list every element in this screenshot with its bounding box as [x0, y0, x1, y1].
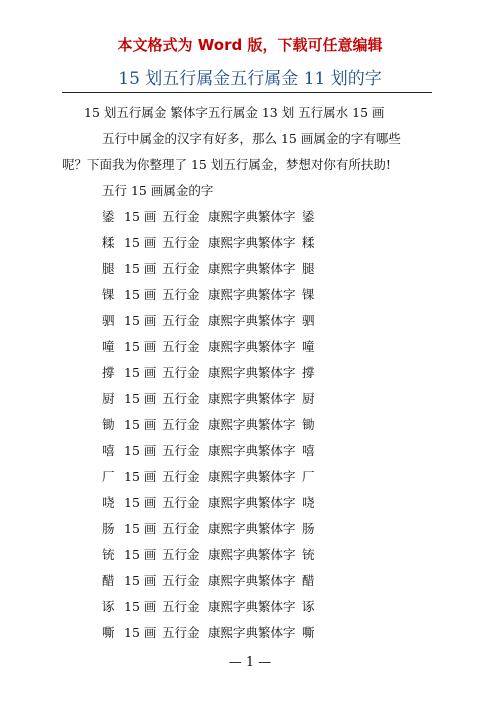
list-heading: 五行 15 画属金的字 [102, 183, 214, 198]
element-cell: 五行金 [162, 599, 200, 614]
list-item [62, 594, 434, 620]
stroke-count-cell: 15 画 [124, 547, 157, 562]
stroke-count-cell: 15 画 [124, 417, 157, 432]
stroke-count-cell: 15 画 [124, 365, 157, 380]
traditional-char-cell: 嘻 [302, 443, 315, 458]
page-number: — 1 — [228, 655, 272, 670]
char-cell: 锞 [102, 287, 115, 302]
dictionary-cell: 康熙字典繁体字 [208, 235, 296, 250]
traditional-char-cell: 驷 [302, 313, 315, 328]
char-cell: 嘶 [102, 625, 115, 640]
traditional-char-cell: 厂 [302, 469, 315, 484]
list-item [62, 204, 434, 230]
list-item [62, 230, 434, 256]
traditional-char-cell: 厨 [302, 391, 315, 406]
traditional-char-cell: 铳 [302, 547, 315, 562]
dictionary-cell: 康熙字典繁体字 [208, 495, 296, 510]
char-cell: 厨 [102, 391, 115, 406]
list-item [62, 412, 434, 438]
traditional-char-cell: 撐 [302, 365, 315, 380]
list-item [62, 490, 434, 516]
traditional-char-cell: 肠 [302, 521, 315, 536]
element-cell: 五行金 [162, 495, 200, 510]
traditional-char-cell: 噇 [302, 339, 315, 354]
char-cell: 噇 [102, 339, 115, 354]
dictionary-cell: 康熙字典繁体字 [208, 287, 296, 302]
char-cell: 厂 [102, 469, 115, 484]
element-cell: 五行金 [162, 391, 200, 406]
title-divider [62, 92, 432, 93]
stroke-count-cell: 15 画 [124, 339, 157, 354]
char-cell: 驷 [102, 313, 115, 328]
element-cell: 五行金 [162, 547, 200, 562]
list-item [62, 308, 434, 334]
element-cell: 五行金 [162, 521, 200, 536]
list-item [62, 516, 434, 542]
list-item [62, 256, 434, 282]
element-cell: 五行金 [162, 313, 200, 328]
element-cell: 五行金 [162, 417, 200, 432]
character-list [62, 204, 434, 646]
traditional-char-cell: 锞 [302, 287, 315, 302]
stroke-count-cell: 15 画 [124, 625, 157, 640]
element-cell: 五行金 [162, 625, 200, 640]
element-cell: 五行金 [162, 469, 200, 484]
stroke-count-cell: 15 画 [124, 599, 157, 614]
stroke-count-cell: 15 画 [124, 261, 157, 276]
dictionary-cell: 康熙字典繁体字 [208, 469, 296, 484]
traditional-char-cell: 嘶 [302, 625, 315, 640]
traditional-char-cell: 鋈 [302, 209, 315, 224]
element-cell: 五行金 [162, 365, 200, 380]
paragraph-line-2: 呢？下面我为你整理了 15 划五行属金，梦想对你有所扶助! [62, 157, 391, 172]
dictionary-cell: 康熙字典繁体字 [208, 599, 296, 614]
stroke-count-cell: 15 画 [124, 391, 157, 406]
dictionary-cell: 康熙字典繁体字 [208, 339, 296, 354]
stroke-count-cell: 15 画 [124, 313, 157, 328]
stroke-count-cell: 15 画 [124, 287, 157, 302]
download-banner: 本文格式为 Word 版，下载可任意编辑 [117, 36, 383, 54]
element-cell: 五行金 [162, 339, 200, 354]
char-cell: 撐 [102, 365, 115, 380]
stroke-count-cell: 15 画 [124, 235, 157, 250]
dictionary-cell: 康熙字典繁体字 [208, 521, 296, 536]
traditional-char-cell: 诼 [302, 599, 315, 614]
char-cell: 醋 [102, 573, 115, 588]
traditional-char-cell: 腿 [302, 261, 315, 276]
list-item [62, 282, 434, 308]
list-item [62, 360, 434, 386]
element-cell: 五行金 [162, 209, 200, 224]
char-cell: 诼 [102, 599, 115, 614]
char-cell: 糅 [102, 235, 115, 250]
dictionary-cell: 康熙字典繁体字 [208, 365, 296, 380]
char-cell: 铳 [102, 547, 115, 562]
char-cell: 哓 [102, 495, 115, 510]
traditional-char-cell: 锄 [302, 417, 315, 432]
dictionary-cell: 康熙字典繁体字 [208, 261, 296, 276]
list-item [62, 542, 434, 568]
stroke-count-cell: 15 画 [124, 573, 157, 588]
list-item [62, 620, 434, 646]
element-cell: 五行金 [162, 443, 200, 458]
stroke-count-cell: 15 画 [124, 209, 157, 224]
stroke-count-cell: 15 画 [124, 495, 157, 510]
document-body [62, 100, 434, 646]
traditional-char-cell: 糅 [302, 235, 315, 250]
dictionary-cell: 康熙字典繁体字 [208, 313, 296, 328]
dictionary-cell: 康熙字典繁体字 [208, 573, 296, 588]
dictionary-cell: 康熙字典繁体字 [208, 391, 296, 406]
element-cell: 五行金 [162, 287, 200, 302]
list-item [62, 568, 434, 594]
element-cell: 五行金 [162, 261, 200, 276]
list-item [62, 386, 434, 412]
list-item [62, 334, 434, 360]
dictionary-cell: 康熙字典繁体字 [208, 209, 296, 224]
element-cell: 五行金 [162, 235, 200, 250]
document-title: 15 划五行属金五行属金 11 划的字 [118, 69, 382, 89]
char-cell: 肠 [102, 521, 115, 536]
stroke-count-cell: 15 画 [124, 469, 157, 484]
intro-line: 15 划五行属金 繁体字五行属金 13 划 五行属水 15 画 [84, 105, 385, 120]
list-item [62, 438, 434, 464]
element-cell: 五行金 [162, 573, 200, 588]
dictionary-cell: 康熙字典繁体字 [208, 547, 296, 562]
dictionary-cell: 康熙字典繁体字 [208, 625, 296, 640]
paragraph-line-1: 五行中属金的汉字有好多，那么 15 画属金的字有哪些 [102, 131, 401, 146]
char-cell: 嘻 [102, 443, 115, 458]
traditional-char-cell: 醋 [302, 573, 315, 588]
dictionary-cell: 康熙字典繁体字 [208, 417, 296, 432]
stroke-count-cell: 15 画 [124, 521, 157, 536]
list-item [62, 464, 434, 490]
traditional-char-cell: 哓 [302, 495, 315, 510]
char-cell: 鋈 [102, 209, 115, 224]
char-cell: 腿 [102, 261, 115, 276]
char-cell: 锄 [102, 417, 115, 432]
stroke-count-cell: 15 画 [124, 443, 157, 458]
dictionary-cell: 康熙字典繁体字 [208, 443, 296, 458]
